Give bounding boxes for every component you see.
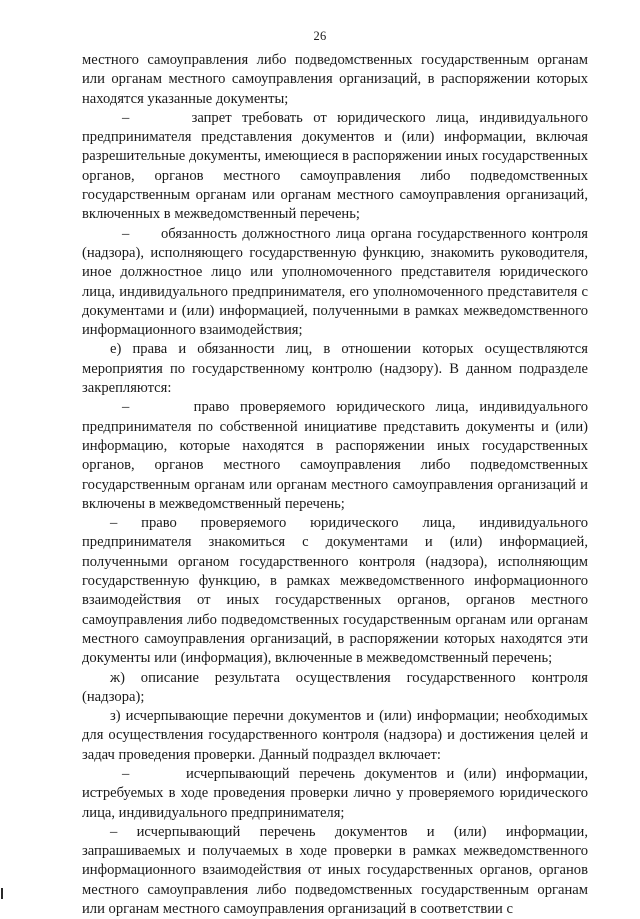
paragraph-bullet-prohibition: – запрет требовать от юридического лица, индивидуального предпринимателя представления документов и (или) информации, включая разрешительные документы, имеющиеся в распоряжении иных государственных органов, органов местного самоуправления либо подведомственных государственным органам или органам местного самоуправления организаций, включенных в межведомственный перечень; [82, 109, 588, 223]
paragraph-item-z: з) исчерпывающие перечни документов и (или) информации; необходимых для осуществления государственного контроля (надзора) и достижения целей и задач проведения проверки. Данный подраздел включает: [82, 708, 588, 763]
paragraph-bullet-right-submit: – право проверяемого юридического лица, индивидуального предпринимателя по собственной инициативе представить документы и (или) информацию, которые находятся в распоряжении иных государственных органов, органов местного самоуправления либо подведомственных государственным органам или органам местного самоуправления организаций и включены в межведомственный перечень; [82, 399, 588, 512]
paragraph-bullet-list-interagency: – исчерпывающий перечень документов и (или) информации, запрашиваемых и получаемых в ходе проверки в рамках межведомственного информационного взаимодействия от иных государственных органов, органов местного самоуправления либо подведомственных государственным органам или органам местного самоуправления организаций в соответствии с [82, 823, 588, 918]
scan-edge-mark [1, 888, 3, 899]
paragraph-item-zh: ж) описание результата осуществления государственного контроля (надзора); [82, 669, 588, 705]
paragraph-bullet-obligation: – обязанность должностного лица органа государственного контроля (надзора), исполняющего государственную функцию, знакомить руководителя, иное должностное лицо или уполномоченного представителя юридического лица, индивидуального предпринимателя, его уполномоченного представителя с документами и (или) информацией, полученными в рамках межведомственного информационного взаимодействия; [82, 225, 588, 339]
paragraph-bullet-list-personal: – исчерпывающий перечень документов и (или) информации, истребуемых в ходе проведения проверки лично у проверяемого юридического лица, индивидуального предпринимателя; [82, 765, 588, 821]
paragraph-bullet-right-review: – право проверяемого юридического лица, индивидуального предпринимателя знакомиться с документами и (или) информацией, полученными органом государственного контроля (надзора), исполняющим государственную функцию, в рамках межведомственного информационного взаимодействия от иных государственных органов, органов местного самоуправления либо подведомственных государственным органам или органам местного самоуправления организаций, в распоряжении которых находятся эти документы или (информация), включенные в межведомственный перечень; [82, 515, 588, 667]
page-number: 26 [313, 29, 327, 43]
paragraph-item-e: е) права и обязанности лиц, в отношении которых осуществляются мероприятия по государственному контролю (надзору). В данном подразделе закрепляются: [82, 341, 588, 397]
paragraph-continuation: местного самоуправления либо подведомственных государственным органам или органам местного самоуправления организаций, в распоряжении которых находятся указанные документы; [82, 52, 588, 107]
body-text [82, 51, 588, 919]
